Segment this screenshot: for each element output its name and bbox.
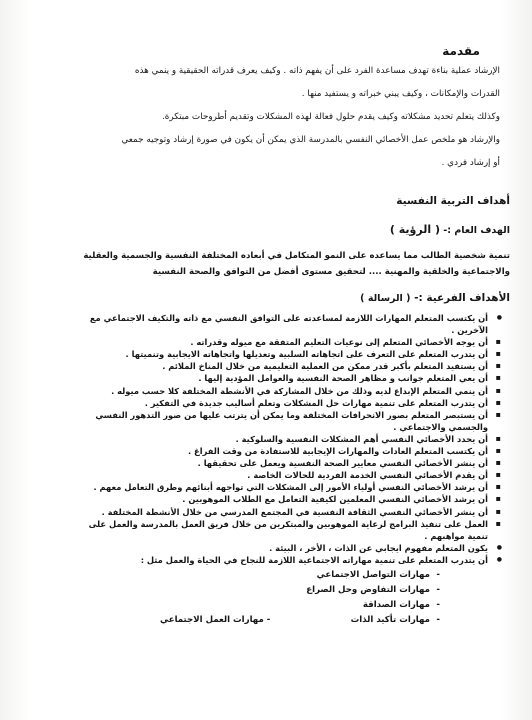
- intro-line: القدرات والإمكانات ، وكيف يبني خبراته و يستفيد منها .: [301, 89, 500, 99]
- sub-goals-list: [40, 312, 510, 566]
- skills-list: [40, 568, 510, 628]
- general-goal-line: والاجتماعية والخلقية والمهنية .... لتحقيق مستوى أفضل من التوافق والصحة النفسية: [152, 267, 510, 277]
- goal-item: ▪ أن ينمي المتعلم الإبداع لديه وذلك من خلال المشاركة في الأنشطة المختلفة كلا حسب ميوله .: [40, 385, 488, 397]
- intro-line: والإرشاد هو ملخص عمل الأخصائي النفسي بالمدرسة الذي يمكن أن يكون في صورة إرشاد وتوجيه جمعي: [121, 135, 500, 145]
- goal-item: ▪ أن يرشد الأخصائي النفسي أولياء الأمور إلى المشكلات التي تواجهه أبنائهم وطرق التعامل معهم .: [40, 481, 488, 493]
- goal-item: ▪ أن ينشر الأخصائي النفسي معايير الصحة النفسية ويعمل على تحقيقها .: [40, 457, 488, 469]
- skill-item-text: مهارات تأكيد الذات: [350, 614, 430, 625]
- goal-item: ● أن يتدرب المتعلم على تنمية مهاراته الاجتماعية اللازمة للنجاح في الحياة والعمل مثل :: [40, 554, 488, 566]
- general-goal-line: تنمية شخصية الطالب مما يساعده على النمو المتكامل في أبعاده المختلفة النفسية والجسمية والعقلية: [83, 251, 510, 261]
- goal-item: والجسمي والاجتماعي .: [393, 421, 488, 432]
- sub-goals-label: الأهداف الفرعية :-: [414, 292, 510, 304]
- goal-item: ▪ أن يحدد الأخصائي النفسي أهم المشكلات النفسية والسلوكية .: [40, 433, 488, 445]
- section-title: أهداف التربية النفسية: [396, 195, 510, 207]
- skill-item: - مهارات التواصل الاجتماعي: [40, 568, 430, 583]
- goal-item: ▪ أن يرشد الأخصائي النفسي المعلمين لكيفية التعامل مع الطلاب الموهوبين .: [40, 493, 488, 505]
- skill-item: [40, 613, 430, 628]
- goal-item: ▪ أن يتدرب المتعلم على التعرف على اتجاهاته السلبية وتعديلها واتجاهاته الايجابية وتنميتها .: [40, 348, 488, 360]
- intro-line: وكذلك يتعلم تحديد مشكلاته وكيف يقدم حلول فعالة لهذه المشكلات وتقديم أطروحات مبتكرة.: [162, 112, 500, 122]
- skill-item: - مهارات الصداقة: [40, 598, 430, 613]
- skill-item: - مهارات التفاوض وحل الصراع: [40, 583, 430, 598]
- goal-item: ● أن يكتسب المتعلم المهارات اللازمة لمساعدته على التوافق النفسي مع ذاته والتكيف الاجتماعي مع: [40, 312, 488, 324]
- goal-item: الآخرين .: [451, 325, 488, 336]
- goal-item: ▪ أن يوجه الأخصائي المتعلم إلى نوعيات التعليم المتفقة مع ميوله وقدراته .: [40, 336, 488, 348]
- goal-item: ▪ أن يعي المتعلم جوانب و مظاهر الصحة النفسية والعوامل المؤدية إليها .: [40, 372, 488, 384]
- goal-item: ▪ أن يقدم الأخصائي النفسي الخدمة الفردية للحالات الخاصة .: [40, 469, 488, 481]
- goal-item: ▪ أن يستبصر المتعلم بصور الانحرافات المختلفة وما يمكن أن يترتب عليها من صور التدهور النفسي: [40, 409, 488, 421]
- goal-item: ▪ العمل على تنفيذ البرامج لرعاية الموهوبين والمبتكرين من خلال فريق العمل بالمدرسة والعمل على: [40, 518, 488, 530]
- general-goal-text: [40, 248, 510, 280]
- general-goal-label: الهدف العام :-: [443, 225, 510, 236]
- skill-item-left: - مهارات العمل الاجتماعي: [160, 614, 271, 625]
- intro-section: [40, 60, 510, 175]
- goal-item: ▪ أن يستفيد المتعلم بأكبر قدر ممكن من العملية التعليمية من خلال المناخ الملائم .: [40, 360, 488, 372]
- goal-item: ▪ أن يتدرب المتعلم على تنمية مهارات حل المشكلات وتعلم أساليب جديدة في التفكير .: [40, 397, 488, 409]
- sub-goals-heading: [40, 292, 510, 304]
- goal-item: ▪ أن ينشر الأخصائي النفسي الثقافة النفسية في المجتمع المدرسي من خلال الأنشطة المختلفة .: [40, 506, 488, 518]
- intro-line: الإرشاد عملية بناءة تهدف مساعدة الفرد على أن يفهم ذاته . وكيف يعرف قدراته الحقيقية و ينمي هذه: [134, 66, 500, 76]
- page-title: مقدمة: [442, 44, 480, 58]
- vision-label: ( الرؤية ): [389, 223, 440, 236]
- goal-item: تنمية مواهبهم .: [424, 530, 488, 541]
- intro-line: أو إرشاد فردي .: [441, 158, 500, 168]
- general-goal-heading: [40, 223, 510, 236]
- mission-label: ( الرسالة ): [360, 293, 411, 304]
- goal-item: ▪ أن يكتسب المتعلم العادات والمهارات الإيجابية للاستفادة من وقت الفراغ .: [40, 445, 488, 457]
- goal-item: ● يكون المتعلم مفهوم ايجابي عن الذات ، الأخر ، البيئة .: [40, 542, 488, 554]
